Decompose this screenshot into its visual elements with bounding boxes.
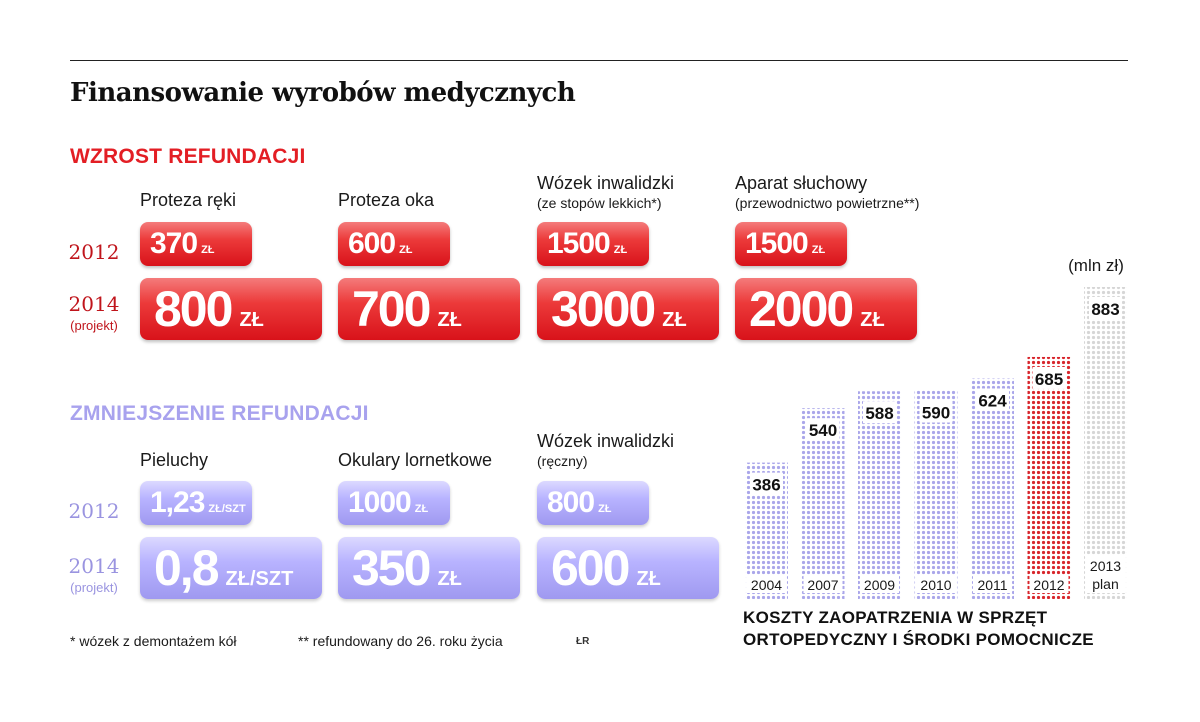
value-pill-2012: [338, 481, 450, 525]
top-rule: [70, 60, 1128, 61]
increase-year-2014-label: 2014: [68, 292, 120, 316]
unit-2014: ZŁ: [662, 309, 687, 331]
increase-item-sub: (ze stopów lekkich*): [537, 195, 662, 211]
value-pill-2012: [537, 222, 649, 266]
footnote-wheelchair: * wózek z demontażem kół: [70, 633, 237, 649]
increase-projekt-label: (projekt): [70, 318, 118, 333]
category-label-2012: 2012: [1033, 577, 1065, 593]
increase-item-label: [140, 190, 236, 211]
unit-2012: ZŁ: [399, 244, 413, 256]
increase-year-2012: 2012: [68, 240, 120, 264]
unit-2014: ZŁ: [437, 309, 462, 331]
unit-2014: ZŁ: [239, 309, 264, 331]
bar-2013: [1084, 287, 1127, 599]
bar-2012: [1028, 357, 1071, 599]
bar-value-label: 590: [921, 403, 951, 423]
category-label-2011: 2011: [977, 577, 1008, 593]
value-2014: 350: [352, 540, 430, 596]
category-label-2007: 2007: [807, 577, 839, 593]
value-2012: 370: [150, 227, 198, 260]
value-pill-2014: [338, 278, 520, 340]
value-pill-2014: [140, 278, 322, 340]
page-title: Finansowanie wyrobów medycznych: [70, 78, 576, 108]
decrease-year-2012: 2012: [68, 499, 120, 523]
value-2012: 600: [348, 227, 396, 260]
chart-unit-label: (mln zł): [1068, 256, 1124, 275]
decrease-item-label: [338, 450, 492, 471]
value-pill-2014: [338, 537, 520, 599]
value-2012: 1500: [745, 227, 808, 260]
unit-2012: ZŁ: [613, 244, 628, 256]
unit-2014: ZŁ: [860, 309, 885, 331]
decrease-item-sub: (ręczny): [537, 453, 588, 469]
increase-heading: WZROST REFUNDACJI: [70, 145, 306, 168]
decrease-item-label: [537, 431, 674, 469]
value-pill-2014: [537, 278, 719, 340]
value-pill-2012: [140, 481, 252, 525]
value-pill-2012: [338, 222, 450, 266]
chart-title-line2: ORTOPEDYCZNY I ŚRODKI POMOCNICZE: [743, 630, 1094, 649]
decrease-item-name: Wózek inwalidzki: [537, 431, 675, 451]
value-2012: 800: [547, 486, 595, 519]
value-pill-2012: [537, 481, 649, 525]
value-2014: 600: [551, 540, 629, 596]
chart-title: [743, 607, 1094, 651]
value-2014: 700: [352, 281, 430, 337]
unit-2012: ZŁ: [811, 244, 826, 256]
unit-2012: ZŁ: [201, 244, 215, 256]
bar-value-label: 883: [1091, 300, 1120, 319]
category-label-2004: 2004: [750, 577, 783, 593]
category-label-2013: 2013: [1089, 558, 1122, 574]
category-label-2010: 2010: [920, 577, 952, 593]
bar-value-label: 624: [978, 391, 1007, 411]
decrease-year-2014: [62, 554, 126, 595]
unit-2012: ZŁ: [414, 503, 429, 515]
value-pill-2012: [140, 222, 252, 266]
increase-item-name: Proteza oka: [338, 190, 435, 210]
increase-item-name: Proteza ręki: [140, 190, 237, 210]
increase-item-label: [537, 173, 674, 211]
decrease-heading: ZMNIEJSZENIE REFUNDACJI: [70, 402, 369, 425]
value-pill-2014: [140, 537, 322, 599]
value-2012: 1500: [547, 227, 610, 260]
costs-bar-chart: [736, 250, 1136, 602]
value-2014: 2000: [749, 281, 853, 337]
increase-item-label: [735, 173, 919, 211]
bar-value-label: 386: [752, 475, 781, 495]
value-2012: 1,23: [150, 486, 205, 519]
bar-2011: [971, 379, 1014, 599]
increase-item-label: [338, 190, 434, 211]
unit-2012: ZŁ/SZT: [208, 503, 246, 515]
bar-value-label: 540: [808, 421, 838, 441]
category-sub-label: plan: [1092, 576, 1119, 592]
value-2014: 800: [154, 281, 232, 337]
increase-item-name: Wózek inwalidzki: [537, 173, 675, 193]
increase-year-2014: [62, 292, 126, 333]
unit-2012: ZŁ: [598, 503, 612, 515]
footnote-hearing-aid: ** refundowany do 26. roku życia: [298, 633, 503, 649]
category-label-2009: 2009: [863, 577, 896, 593]
unit-2014: ZŁ: [437, 568, 462, 590]
unit-2014: ZŁ: [636, 568, 661, 590]
decrease-year-2014-label: 2014: [68, 554, 120, 578]
decrease-item-label: [140, 450, 208, 471]
value-2014: 0,8: [154, 540, 218, 596]
bar-value-label: 588: [865, 404, 894, 424]
decrease-item-name: Okulary lornetkowe: [338, 450, 493, 470]
increase-item-sub: (przewodnictwo powietrzne**): [735, 195, 920, 211]
unit-2014: ZŁ/SZT: [225, 568, 294, 590]
chart-title-line1: KOSZTY ZAOPATRZENIA W SPRZĘT: [743, 608, 1048, 627]
decrease-item-name: Pieluchy: [140, 450, 209, 470]
value-2012: 1000: [348, 486, 411, 519]
value-pill-2014: [537, 537, 719, 599]
bar-value-label: 685: [1034, 369, 1064, 389]
decrease-projekt-label: (projekt): [70, 580, 118, 595]
increase-item-name: Aparat słuchowy: [735, 173, 868, 193]
value-2014: 3000: [551, 281, 655, 337]
author-signature: ŁR: [576, 636, 590, 647]
